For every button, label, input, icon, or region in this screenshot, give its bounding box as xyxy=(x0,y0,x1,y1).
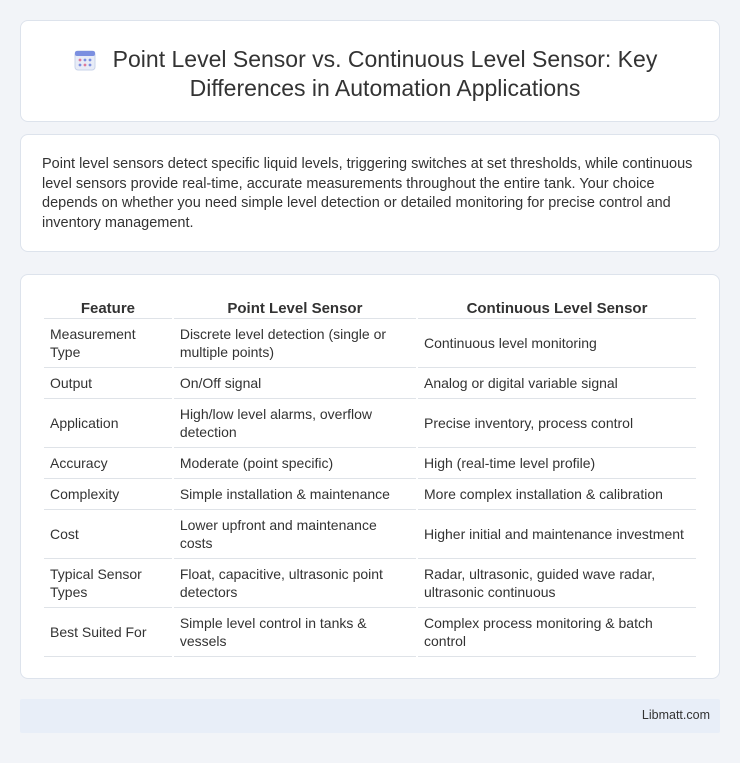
table-row xyxy=(44,368,696,399)
point-cell: High/low level alarms, overflow detection xyxy=(174,399,416,448)
header-feature: Feature xyxy=(44,296,172,319)
title-row xyxy=(21,45,719,103)
table-row xyxy=(44,448,696,479)
point-cell: Simple installation & maintenance xyxy=(174,479,416,510)
point-cell: Discrete level detection (single or multiple points) xyxy=(174,319,416,368)
point-cell: On/Off signal xyxy=(174,368,416,399)
continuous-cell: Complex process monitoring & batch control xyxy=(418,608,696,657)
continuous-cell: Radar, ultrasonic, guided wave radar, ultrasonic continuous xyxy=(418,559,696,608)
table-row xyxy=(44,510,696,559)
intro-paragraph: Point level sensors detect specific liquid levels, triggering switches at set thresholds, while continuous level sensors provide real-time, accurate measurements throughout the entire tank. Your choice depends on whether you need simple level detection or detailed monitoring for precise control and inventory management. xyxy=(42,156,693,231)
point-cell: Lower upfront and maintenance costs xyxy=(174,510,416,559)
feature-cell: Application xyxy=(44,399,172,448)
intro-card xyxy=(20,134,720,252)
footer-bar xyxy=(20,699,720,733)
continuous-cell: High (real-time level profile) xyxy=(418,448,696,479)
continuous-cell: Higher initial and maintenance investment xyxy=(418,510,696,559)
feature-cell: Cost xyxy=(44,510,172,559)
footer-brand-link[interactable]: Libmatt.com xyxy=(641,708,710,722)
continuous-cell: Precise inventory, process control xyxy=(418,399,696,448)
comparison-table xyxy=(42,296,698,657)
feature-cell: Typical Sensor Types xyxy=(44,559,172,608)
feature-cell: Measurement Type xyxy=(44,319,172,368)
feature-cell: Accuracy xyxy=(44,448,172,479)
calendar-icon xyxy=(74,49,96,71)
point-cell: Moderate (point specific) xyxy=(174,448,416,479)
point-cell: Float, capacitive, ultrasonic point detectors xyxy=(174,559,416,608)
page-title: Point Level Sensor vs. Continuous Level Sensor: Key Differences in Automation Applications xyxy=(112,46,658,101)
feature-cell: Complexity xyxy=(44,479,172,510)
table-row xyxy=(44,399,696,448)
table-header-row xyxy=(44,296,696,319)
table-row xyxy=(44,559,696,608)
feature-cell: Output xyxy=(44,368,172,399)
header-continuous-level: Continuous Level Sensor xyxy=(418,296,696,319)
feature-cell: Best Suited For xyxy=(44,608,172,657)
continuous-cell: Analog or digital variable signal xyxy=(418,368,696,399)
header-point-level: Point Level Sensor xyxy=(174,296,416,319)
point-cell: Simple level control in tanks & vessels xyxy=(174,608,416,657)
continuous-cell: Continuous level monitoring xyxy=(418,319,696,368)
title-card xyxy=(20,20,720,122)
table-row xyxy=(44,319,696,368)
table-row xyxy=(44,479,696,510)
table-row xyxy=(44,608,696,657)
continuous-cell: More complex installation & calibration xyxy=(418,479,696,510)
comparison-card xyxy=(20,274,720,679)
